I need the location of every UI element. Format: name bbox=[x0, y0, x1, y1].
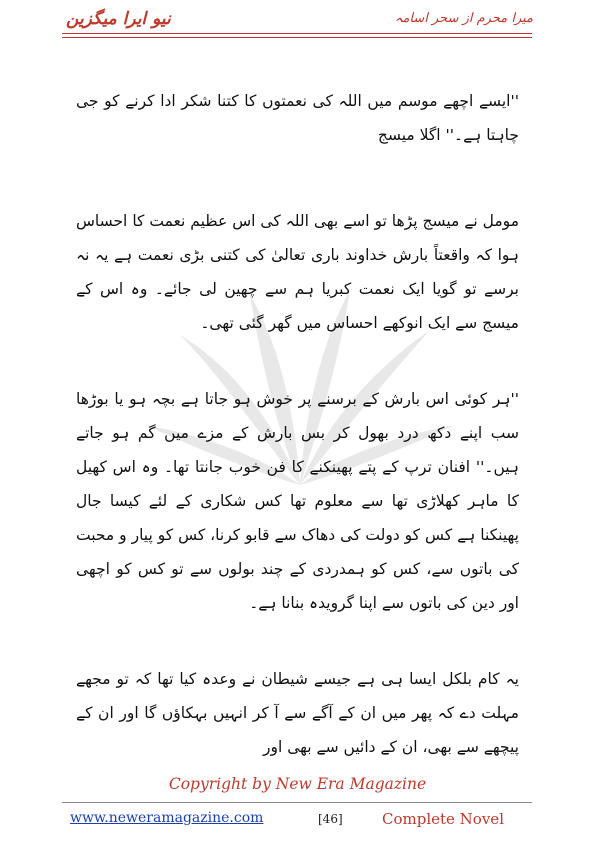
footer-page-number: [46] bbox=[318, 812, 343, 826]
body-text-block bbox=[76, 84, 519, 764]
footer-rule bbox=[62, 802, 532, 803]
header-rule-bottom bbox=[62, 37, 532, 38]
paragraph-1: ''ایسے اچھے موسم میں اللہ کی نعمتوں کا کتنا شکر ادا کرنے کو جی چاہتا ہے۔'' اگلا میسج bbox=[76, 92, 519, 144]
paragraph-3: ''ہر کوئی اس بارش کے برسنے پر خوش ہو جاتا ہے بچہ ہو یا بوڑھا سب اپنے دکھ درد بھول کر بس بارش کے مزے میں گم ہو جاتے ہیں۔'' افنان ترپ کے پتے پھینکنے کا فن خوب جانتا تھا۔ وہ اس کھیل کا ماہر کھلاڑی تھا سے معلوم تھا کس شکاری کے لئے کیسا جال پھینکنا ہے کس کو دولت کی دھاک سے قابو کرنا، کس کو پیار و محبت کی باتوں سے، کس کو ہمدردی کے چند بولوں سے تو کس کو اچھی اور دین کی باتوں سے اپنا گرویدہ بنانا ہے۔ bbox=[76, 390, 519, 612]
header-rule-top bbox=[62, 33, 532, 34]
header-author-title: میرا محرم از سحر اسامہ bbox=[394, 11, 533, 26]
footer-copyright: Copyright by New Era Magazine bbox=[168, 775, 427, 793]
footer-website-link[interactable]: www.neweramagazine.com bbox=[70, 810, 264, 826]
paragraph-2: مومل نے میسج پڑھا تو اسے بھی اللہ کی اس عظیم نعمت کا احساس ہوا کہ واقعتاً بارش خداوند باری تعالیٰ کی کتنی بڑی نعمت ہے یہ نہ برسے تو گویا ایک نعمت کبریا ہم سے چھین لی جائے۔ وہ اس کے میسج سے ایک انوکھے احساس میں گھر گئی تھی۔ bbox=[76, 212, 519, 332]
header-magazine-name: نیو ایرا میگزین bbox=[66, 9, 171, 29]
footer-novel-label: Complete Novel bbox=[382, 810, 504, 828]
paragraph-4: یہ کام بلکل ایسا ہی ہے جیسے شیطان نے وعدہ کیا تھا کہ تو مجھے مہلت دے کہ پھر میں ان کے آگے سے آ کر انہیں بہکاؤں گا اور ان کے پیچھے سے بھی، ان کے دائیں سے بھی اور bbox=[76, 670, 519, 756]
